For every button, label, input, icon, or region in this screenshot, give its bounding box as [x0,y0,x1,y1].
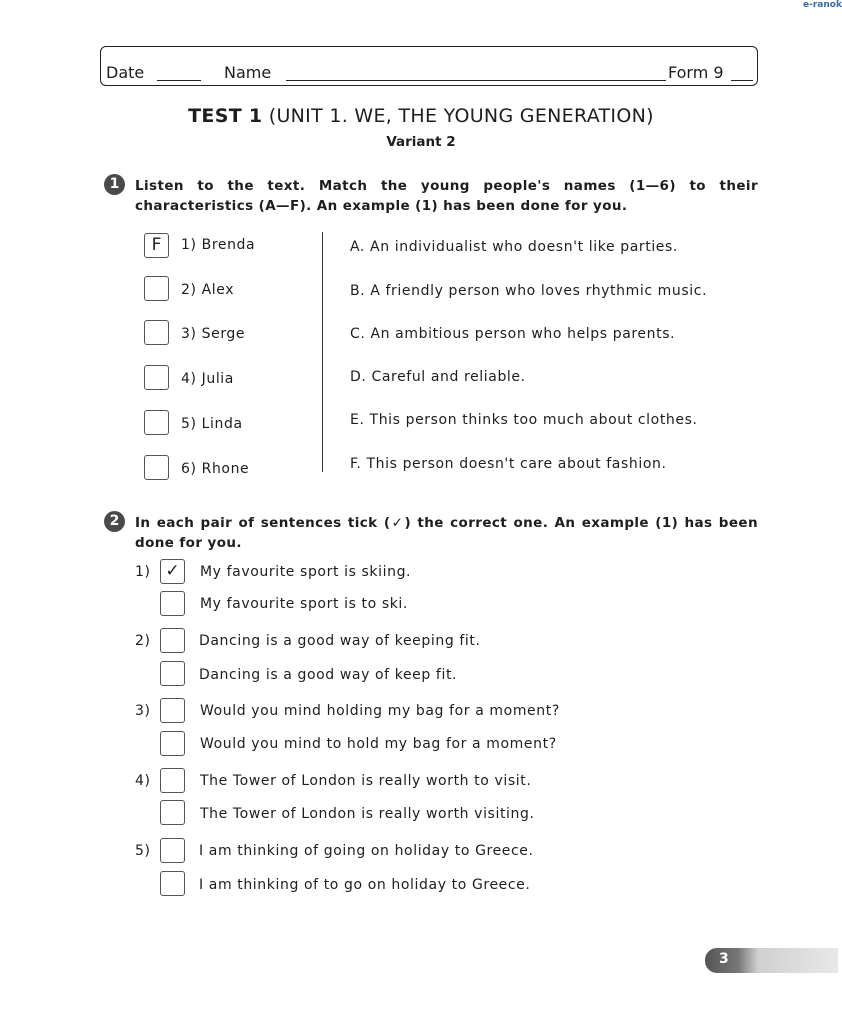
characteristic-f: F. This person doesn't care about fashion. [350,456,667,472]
name-item-3: 3) Serge [181,326,246,342]
tick-box-1b[interactable] [160,591,185,616]
tick-box-5b[interactable] [160,871,185,896]
tick-box-3a[interactable] [160,698,185,723]
answer-box-4[interactable] [144,365,169,390]
pair-number-4: 4) [135,773,151,789]
date-label: Date [106,63,145,82]
tick-box-4a[interactable] [160,768,185,793]
task1-number-badge: 1 [104,174,125,195]
answer-box-3[interactable] [144,320,169,345]
tick-box-1a[interactable]: ✓ [160,559,185,584]
characteristic-e: E. This person thinks too much about clothes. [350,412,698,428]
unit-label: (UNIT 1. WE, THE YOUNG GENERATION) [268,105,654,127]
pair-number-1: 1) [135,564,151,580]
characteristic-c: C. An ambitious person who helps parents. [350,326,676,342]
publisher-logo: e-ranok [803,0,842,10]
sentence-3b: Would you mind to hold my bag for a moment? [200,736,557,752]
sentence-5a: I am thinking of going on holiday to Greece. [199,843,534,859]
task2-instruction-line2: done for you. [135,535,242,551]
form-line[interactable] [731,80,753,81]
task1-instruction-line1: Listen to the text. Match the young people's names (1—6) to their [135,178,758,194]
test-title [0,105,842,127]
answer-box-1[interactable]: F [144,233,169,258]
characteristic-d: D. Careful and reliable. [350,369,526,385]
name-item-6: 6) Rhone [181,461,250,477]
name-item-5: 5) Linda [181,416,243,432]
pair-number-5: 5) [135,843,151,859]
characteristic-b: B. A friendly person who loves rhythmic music. [350,283,708,299]
variant-label: Variant 2 [386,134,456,150]
sentence-2b: Dancing is a good way of keep fit. [199,667,458,683]
answer-box-2[interactable] [144,276,169,301]
page-number-tab [705,948,838,973]
sentence-4a: The Tower of London is really worth to visit. [200,773,532,789]
sentence-1b: My favourite sport is to ski. [200,596,408,612]
sentence-4b: The Tower of London is really worth visiting. [200,806,535,822]
tick-box-5a[interactable] [160,838,185,863]
test-label: TEST 1 [188,105,263,127]
task1-divider [322,232,323,472]
pair-number-2: 2) [135,633,151,649]
tick-box-4b[interactable] [160,800,185,825]
sentence-3a: Would you mind holding my bag for a moment? [200,703,560,719]
answer-box-5[interactable] [144,410,169,435]
name-label: Name [224,63,272,82]
page-number: 3 [719,951,729,967]
characteristic-a: A. An individualist who doesn't like parties. [350,239,678,255]
tick-box-2a[interactable] [160,628,185,653]
task2-number-badge: 2 [104,511,125,532]
sentence-2a: Dancing is a good way of keeping fit. [199,633,481,649]
name-item-4: 4) Julia [181,371,234,387]
sentence-5b: I am thinking of to go on holiday to Greece. [199,877,531,893]
tick-box-2b[interactable] [160,661,185,686]
name-item-2: 2) Alex [181,282,235,298]
answer-box-6[interactable] [144,455,169,480]
tick-box-3b[interactable] [160,731,185,756]
pair-number-3: 3) [135,703,151,719]
date-line[interactable] [157,80,201,81]
name-line[interactable] [286,80,666,81]
name-item-1: 1) Brenda [181,237,256,253]
task1-instruction-line2: characteristics (A—F). An example (1) has been done for you. [135,198,628,214]
sentence-1a: My favourite sport is skiing. [200,564,412,580]
task2-instruction-line1: In each pair of sentences tick (✓) the correct one. An example (1) has been [135,515,758,531]
task2-instruction [135,513,758,553]
form-label: Form 9 [668,63,724,82]
task1-instruction [135,176,758,216]
